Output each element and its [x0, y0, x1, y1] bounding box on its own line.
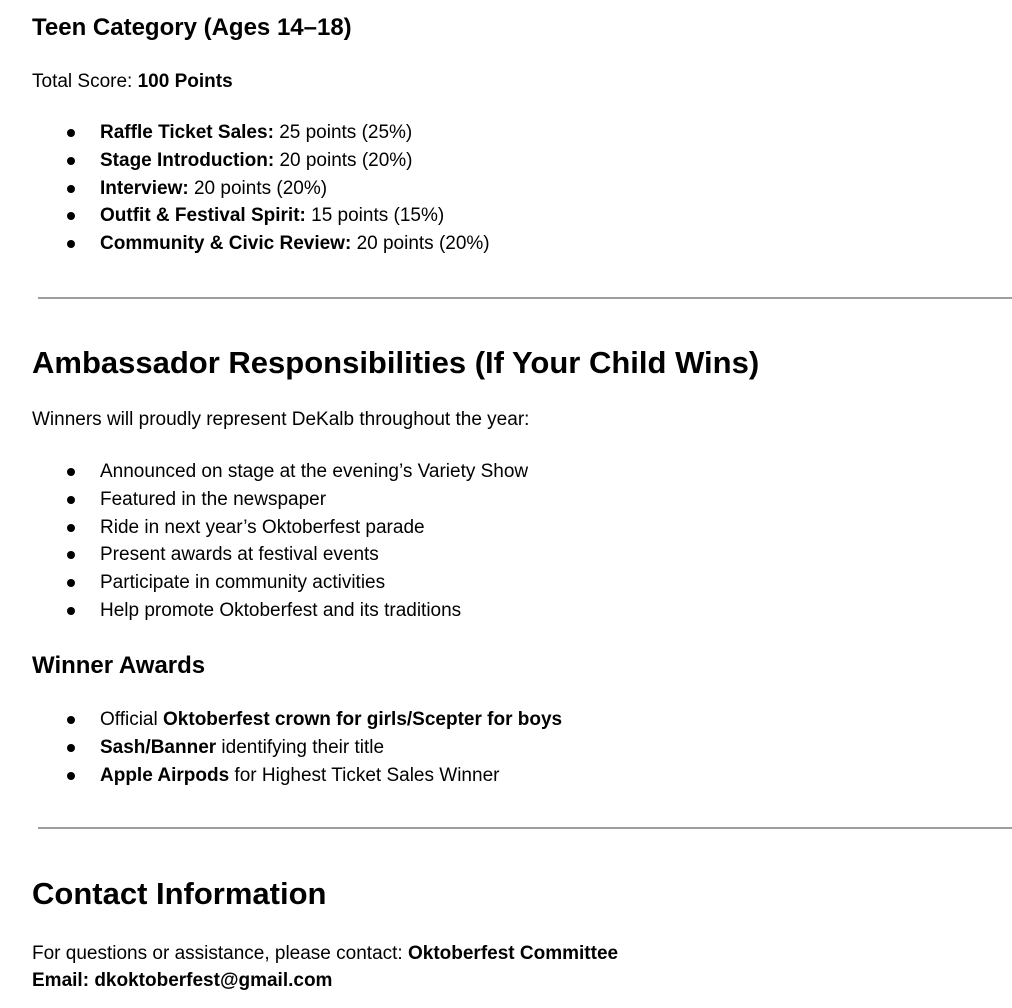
- contact-text: For questions or assistance, please contact:: [32, 943, 408, 964]
- list-item: [32, 232, 490, 260]
- bullet-icon: [67, 185, 75, 193]
- list-item: [32, 121, 490, 149]
- responsibility-text: Help promote Oktoberfest and its traditions: [100, 599, 462, 621]
- list-item: [32, 543, 528, 571]
- score-item-value: 15 points (15%): [311, 205, 445, 227]
- list-item: [32, 571, 528, 599]
- ambassador-intro: Winners will proudly represent DeKalb throughout the year:: [32, 409, 530, 430]
- winner-awards-heading: Winner Awards: [32, 652, 206, 679]
- contact-committee: Oktoberfest Committee: [407, 943, 619, 964]
- bullet-icon: [67, 129, 75, 137]
- awards-list: [32, 708, 562, 791]
- score-breakdown-list: [32, 121, 490, 260]
- ambassador-heading: Ambassador Responsibilities (If Your Child Wins): [32, 345, 760, 380]
- list-item: [32, 516, 528, 544]
- list-item: [32, 460, 528, 488]
- list-item: [32, 204, 490, 232]
- award-text-post: identifying their title: [216, 736, 385, 758]
- bullet-icon: [67, 240, 75, 248]
- bullet-icon: [67, 157, 75, 165]
- list-item: [32, 708, 562, 736]
- responsibility-text: Featured in the newspaper: [100, 488, 327, 510]
- contact-heading: Contact Information: [32, 876, 327, 911]
- award-text-pre: Official: [100, 709, 164, 730]
- score-item-label: Interview:: [100, 177, 189, 199]
- list-item: [32, 764, 562, 792]
- total-score-value: 100 Points: [137, 71, 233, 92]
- list-item: [32, 177, 490, 205]
- score-item-label: Community & Civic Review:: [100, 233, 352, 254]
- responsibilities-list: [32, 460, 528, 627]
- responsibility-text: Participate in community activities: [100, 572, 386, 593]
- score-item-value: 25 points (25%): [279, 122, 413, 143]
- horizontal-divider: [38, 297, 1012, 299]
- email-address[interactable]: dkoktoberfest@gmail.com: [94, 970, 333, 991]
- bullet-icon: [67, 496, 75, 504]
- bullet-icon: [67, 716, 75, 724]
- bullet-icon: [67, 212, 75, 220]
- contact-line: [32, 942, 618, 966]
- score-item-label: Outfit & Festival Spirit:: [100, 205, 306, 227]
- award-text-bold: Apple Airpods: [100, 764, 230, 786]
- horizontal-divider: [38, 827, 1012, 829]
- responsibility-text: Present awards at festival events: [100, 544, 379, 566]
- bullet-icon: [67, 744, 75, 752]
- list-item: [32, 736, 562, 764]
- bullet-icon: [67, 579, 75, 587]
- bullet-icon: [67, 551, 75, 559]
- bullet-icon: [67, 772, 75, 780]
- award-text-bold: Oktoberfest crown for girls/Scepter for boys: [163, 709, 563, 730]
- score-item-value: 20 points (20%): [279, 149, 413, 171]
- score-item-value: 20 points (20%): [356, 233, 490, 254]
- total-score-line: [32, 70, 233, 94]
- bullet-icon: [67, 524, 75, 532]
- score-item-label: Raffle Ticket Sales:: [100, 122, 274, 143]
- list-item: [32, 599, 528, 627]
- award-text-post: for Highest Ticket Sales Winner: [229, 764, 500, 786]
- email-line: [32, 969, 332, 993]
- score-item-label: Stage Introduction:: [100, 149, 275, 171]
- list-item: [32, 149, 490, 177]
- bullet-icon: [67, 607, 75, 615]
- list-item: [32, 488, 528, 516]
- responsibility-text: Ride in next year’s Oktoberfest parade: [100, 516, 425, 538]
- award-text-bold: Sash/Banner: [100, 736, 217, 758]
- bullet-icon: [67, 468, 75, 476]
- teen-category-heading: Teen Category (Ages 14–18): [32, 14, 352, 41]
- email-label: Email:: [32, 970, 90, 991]
- score-item-value: 20 points (20%): [193, 177, 328, 199]
- total-score-label: Total Score:: [32, 71, 133, 92]
- responsibility-text: Announced on stage at the evening’s Variety Show: [100, 461, 529, 482]
